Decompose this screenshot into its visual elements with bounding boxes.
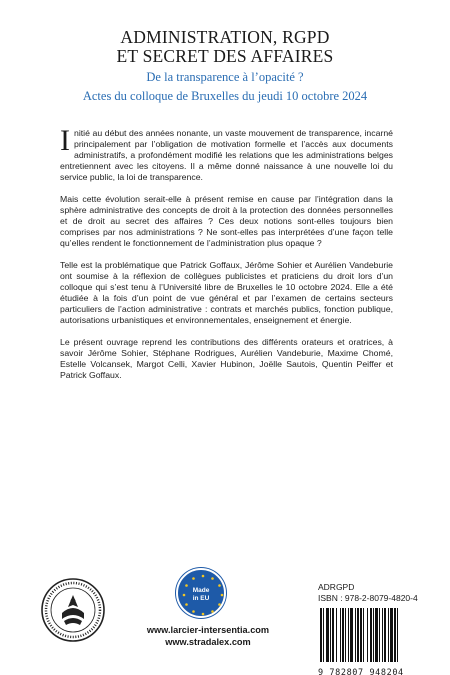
university-seal-icon	[40, 577, 106, 643]
stradalex-url: www.stradalex.com	[165, 637, 251, 647]
paragraph-2: Mais cette évolution serait-elle à présent remise en cause par l’intégration dans la sphère administrative des concepts de droit à la protection des données personnelles et de droit au secret des affaires ? Ces deux notions sont-elles toujours bien comprises par nos administrations ? Ne sont-elles pas interprétées d’une façon telle qu’elles rendent le fonctionnement de l’administration plus opaque ?	[60, 194, 393, 248]
badge-line-1: Made	[192, 587, 210, 594]
header	[0, 28, 450, 104]
title-line-2: ET SECRET DES AFFAIRES	[116, 46, 334, 66]
conference-subtitle: Actes du colloque de Bruxelles du jeudi 10 octobre 2024	[82, 89, 368, 103]
isbn: ISBN : 978-2-8079-4820-4	[318, 593, 418, 603]
product-code: ADRGPD	[318, 582, 355, 592]
drop-cap: I	[60, 124, 70, 157]
publisher-footer	[40, 565, 300, 655]
badge-label	[178, 587, 224, 603]
paragraph-1	[60, 124, 393, 183]
description-body	[60, 124, 393, 392]
paragraph-1-text: nitié au début des années nonante, un vaste mouvement de transparence, incarné principalement par l’obligation de motivation formelle et l’accès aux documents administratifs, a profondément modifié les relations que les administrations belges entretiennent avec les citoyens. Il a même donné naissance à une nouvelle loi du service public, la loi de transparence.	[60, 128, 393, 182]
made-in-eu-badge	[176, 568, 226, 618]
paragraph-4: Le présent ouvrage reprend les contributions des différents orateurs et oratrices, à savoir Jérôme Sohier, Stéphane Rodrigues, Aurélien Vandeburie, Maxime Chomé, Estelle Volcansek, Margot Celli, Xavier Hubinon, Joëlle Sautois, Quentin Peiffer et Patrick Goffaux.	[60, 337, 393, 380]
badge-line-2: in EU	[192, 595, 210, 602]
title-line-1: ADMINISTRATION, RGPD	[120, 27, 330, 47]
publisher-url: www.larcier-intersentia.com	[146, 625, 270, 635]
barcode-number: 9 782807 948204	[318, 668, 404, 675]
subtitle: De la transparence à l’opacité ?	[146, 70, 304, 84]
paragraph-3: Telle est la problématique que Patrick Goffaux, Jérôme Sohier et Aurélien Vandeburie ont soumise à la réflexion de collègues publicistes et praticiens du droit lors d’un colloque qui s’est tenu à l’Université libre de Bruxelles le 10 octobre 2024. Elle a été étudiée à la fois d’un point de vue général et par l’examen de certains secteurs particuliers de l’action administrative : contrats et marchés publics, fonction publique, autorisations urbanistiques et environnementales, enseignement et énergie.	[60, 260, 393, 325]
barcode-icon	[318, 608, 426, 662]
product-codes	[318, 582, 428, 675]
